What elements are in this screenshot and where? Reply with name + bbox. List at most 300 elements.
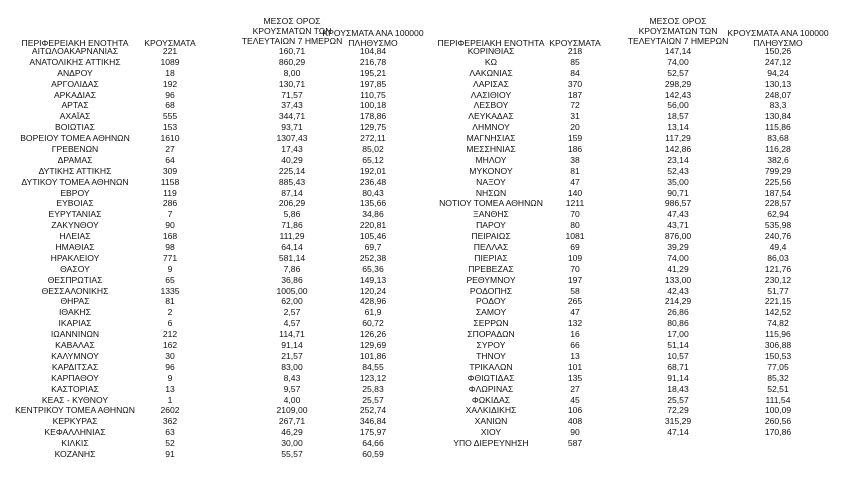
cases-value: 1211 [565, 198, 585, 209]
cases-value: 186 [567, 144, 583, 155]
avg7-value: 47,14 [667, 427, 689, 438]
region-name: ΠΡΕΒΕΖΑΣ [468, 263, 514, 274]
avg7-value: 267,71 [278, 416, 306, 427]
avg7-value: 40,29 [281, 154, 303, 165]
cases-value: 221 [162, 46, 178, 56]
per100k-value: 248,07 [764, 89, 792, 100]
region-name: ΤΡΙΚΑΛΩΝ [469, 361, 513, 372]
avg7-value: 581,14 [278, 252, 306, 263]
per100k-value: 142,52 [764, 307, 792, 318]
avg7-value: 2109,00 [276, 405, 308, 416]
cases-value: 58 [570, 285, 580, 296]
region-name: ΘΕΣΣΑΛΟΝΙΚΗΣ [41, 285, 109, 296]
per100k-value: 170,86 [764, 427, 792, 438]
avg7-value: 18,57 [667, 111, 689, 122]
region-name: ΚΑΛΥΜΝΟΥ [51, 350, 99, 361]
cases-value: 168 [162, 231, 178, 242]
cases-value: 587 [567, 438, 583, 449]
avg7-value: 133,00 [664, 274, 692, 285]
cases-value: 18 [165, 67, 175, 78]
per100k-value: 135,66 [359, 198, 387, 209]
avg7-value: 117,29 [665, 133, 691, 144]
per100k-value: 104,84 [359, 46, 387, 56]
region-name: ΧΙΟΥ [480, 427, 502, 438]
header-per100k-right: ΚΡΟΥΣΜΑΤΑ ΑΝΑ 100000 ΠΛΗΘΥΣΜΟ [727, 28, 829, 48]
per100k-value: 83,68 [767, 133, 789, 144]
per100k-value: 221,15 [764, 296, 792, 307]
cases-value: 66 [570, 340, 580, 351]
region-name: ΑΡΤΑΣ [61, 100, 89, 111]
cases-value: 20 [570, 122, 580, 133]
avg7-value: 130,71 [278, 78, 306, 89]
per100k-value: 60,72 [362, 318, 384, 329]
cases-value: 81 [570, 165, 580, 176]
avg7-value: 51,14 [667, 340, 689, 351]
region-name: ΕΥΡΥΤΑΝΙΑΣ [48, 209, 102, 220]
region-name: ΡΕΘΥΜΝΟΥ [466, 274, 516, 285]
per100k-value: 260,56 [764, 416, 792, 427]
avg7-value: 315,29 [664, 416, 692, 427]
region-name: ΠΕΛΛΑΣ [473, 242, 509, 253]
per100k-value: 228,57 [764, 198, 792, 209]
region-name: ΚΑΡΔΙΤΣΑΣ [51, 361, 99, 372]
cases-value: 13 [165, 383, 175, 394]
avg7-value: 2,57 [283, 307, 301, 318]
per100k-value: 25,83 [362, 383, 384, 394]
avg7-value: 37,43 [281, 100, 303, 111]
cases-value: 91 [165, 448, 175, 459]
per100k-value: 86,03 [767, 252, 789, 263]
per100k-value: 130,13 [764, 78, 792, 89]
region-name: ΣΥΡΟΥ [476, 340, 506, 351]
cases-value: 52 [165, 438, 175, 449]
region-name: ΥΠΟ ΔΙΕΡΕΥΝΗΣΗ [453, 438, 529, 449]
avg7-value: 26,86 [667, 307, 689, 318]
cases-value: 1335 [160, 285, 180, 296]
region-name: ΗΜΑΘΙΑΣ [55, 242, 95, 253]
per100k-value: 100,18 [359, 100, 387, 111]
region-name: ΛΕΥΚΑΔΑΣ [468, 111, 514, 122]
region-name: ΚΟΡΙΝΘΙΑΣ [467, 46, 515, 56]
cases-value: 132 [567, 318, 583, 329]
per100k-value: 272,11 [360, 133, 386, 144]
cases-value: 81 [165, 296, 175, 307]
region-name: ΧΑΝΙΩΝ [474, 416, 508, 427]
per100k-value: 129,69 [359, 340, 387, 351]
cases-value: 63 [165, 427, 175, 438]
region-name: ΚΕΝΤΡΙΚΟΥ ΤΟΜΕΑ ΑΘΗΝΩΝ [15, 405, 135, 416]
avg7-value: 4,57 [283, 318, 301, 329]
region-name: ΓΡΕΒΕΝΩΝ [51, 144, 99, 155]
region-name: ΦΩΚΙΔΑΣ [471, 394, 511, 405]
per100k-value: 116,28 [765, 144, 791, 155]
cases-value: 1 [167, 394, 173, 405]
cases-value: 1089 [160, 56, 180, 67]
cases-value: 69 [570, 242, 580, 253]
per100k-value: 195,21 [359, 67, 387, 78]
cases-value: 119 [163, 187, 177, 198]
region-name: ΗΡΑΚΛΕΙΟΥ [50, 252, 100, 263]
region-name: ΜΥΚΟΝΟΥ [469, 165, 513, 176]
cases-value: 64 [165, 154, 175, 165]
avg7-value: 43,71 [667, 220, 689, 231]
avg7-value: 7,86 [283, 263, 301, 274]
per100k-value: 115,86 [765, 122, 791, 133]
cases-value: 197 [567, 274, 583, 285]
cases-value: 9 [167, 372, 173, 383]
region-name: ΖΑΚΥΝΘΟΥ [51, 220, 99, 231]
region-name: ΤΗΝΟΥ [476, 350, 506, 361]
cases-value: 153 [162, 122, 178, 133]
cases-value: 286 [162, 198, 178, 209]
avg7-value: 93,71 [281, 122, 303, 133]
region-name: ΑΡΚΑΔΙΑΣ [53, 89, 97, 100]
per100k-value: 123,12 [359, 372, 387, 383]
cases-value: 80 [570, 220, 580, 231]
per100k-value: 25,57 [362, 394, 384, 405]
cases-value: 96 [165, 89, 175, 100]
cases-value: 70 [570, 263, 580, 274]
cases-value: 408 [567, 416, 583, 427]
avg7-value: 52,57 [667, 67, 689, 78]
per100k-value: 61,9 [364, 307, 382, 318]
cases-value: 162 [162, 340, 178, 351]
region-name: ΘΕΣΠΡΩΤΙΑΣ [47, 274, 103, 285]
avg7-value: 72,29 [667, 405, 689, 416]
cases-value: 1610 [160, 133, 180, 144]
per100k-value: 225,56 [764, 176, 792, 187]
cases-value: 68 [165, 100, 175, 111]
avg7-value: 91,14 [281, 340, 303, 351]
region-name: ΚΩ [484, 56, 498, 67]
cases-value: 309 [162, 165, 178, 176]
per100k-value: 799,29 [764, 165, 792, 176]
cases-value: 2 [167, 307, 173, 318]
avg7-value: 10,57 [667, 350, 689, 361]
region-name: ΘΗΡΑΣ [60, 296, 90, 307]
cases-value: 771 [162, 252, 178, 263]
per100k-value: 84,55 [362, 361, 384, 372]
avg7-value: 298,29 [664, 78, 692, 89]
cases-value: 96 [165, 361, 175, 372]
region-name: ΛΑΣΙΘΙΟΥ [470, 89, 512, 100]
cases-value: 1158 [160, 176, 180, 187]
header-region-left: ΠΕΡΙΦΕΡΕΙΑΚΗ ΕΝΟΤΗΤΑ [21, 38, 129, 48]
per100k-value: 34,86 [362, 209, 384, 220]
avg7-value: 9,57 [283, 383, 301, 394]
region-name: ΑΝΔΡΟΥ [57, 67, 93, 78]
avg7-value: 74,00 [667, 252, 689, 263]
region-name: ΠΑΡΟΥ [476, 220, 506, 231]
avg7-value: 52,43 [667, 165, 689, 176]
per100k-value: 69,7 [364, 242, 382, 253]
region-name: ΙΚΑΡΙΑΣ [58, 318, 92, 329]
region-name: ΡΟΔΟΠΗΣ [469, 285, 513, 296]
cases-value: 13 [570, 350, 580, 361]
avg7-value: 13,14 [667, 122, 689, 133]
header-avg7-left: ΜΕΣΟΣ ΟΡΟΣ ΚΡΟΥΣΜΑΤΩΝ ΤΩΝ ΤΕΛΕΥΤΑΙΩΝ 7 ΗΜΕΡΩΝ [241, 16, 343, 46]
region-name: ΛΑΡΙΣΑΣ [473, 78, 509, 89]
cases-value: 218 [567, 46, 583, 56]
avg7-value: 62,00 [281, 296, 303, 307]
cases-value: 47 [570, 176, 580, 187]
per100k-value: 62,94 [767, 209, 789, 220]
region-name: ΗΛΕΙΑΣ [59, 231, 91, 242]
cases-value: 27 [570, 383, 580, 394]
per100k-value: 74,82 [767, 318, 789, 329]
per100k-value: 535,98 [764, 220, 792, 231]
cases-value: 27 [165, 144, 175, 155]
per100k-value: 120,24 [359, 285, 387, 296]
per100k-value: 94,24 [767, 67, 789, 78]
per100k-value: 216,78 [359, 56, 387, 67]
avg7-value: 91,14 [667, 372, 689, 383]
per100k-value: 121,76 [764, 263, 792, 274]
region-name: ΔΥΤΙΚΗΣ ΑΤΤΙΚΗΣ [38, 165, 112, 176]
cases-value: 84 [570, 67, 580, 78]
region-name: ΕΥΒΟΙΑΣ [56, 198, 94, 209]
cases-value: 140 [567, 187, 583, 198]
avg7-value: 986,57 [664, 198, 692, 209]
avg7-value: 64,14 [281, 242, 303, 253]
region-name: ΛΗΜΝΟΥ [472, 122, 510, 133]
per100k-value: 80,43 [362, 187, 384, 198]
avg7-value: 142,43 [664, 89, 692, 100]
region-name: ΚΙΛΚΙΣ [61, 438, 89, 449]
avg7-value: 17,43 [281, 144, 303, 155]
avg7-value: 4,00 [283, 394, 301, 405]
avg7-value: 71,86 [281, 220, 303, 231]
region-name: ΚΑΣΤΟΡΙΑΣ [51, 383, 99, 394]
cases-value: 159 [567, 133, 583, 144]
per100k-value: 64,66 [362, 438, 384, 449]
region-name: ΚΕΡΚΥΡΑΣ [52, 416, 98, 427]
region-name: ΙΘΑΚΗΣ [59, 307, 91, 318]
per100k-value: 65,12 [362, 154, 384, 165]
avg7-value: 36,86 [281, 274, 303, 285]
avg7-value: 90,71 [667, 187, 689, 198]
avg7-value: 111,29 [279, 231, 305, 242]
avg7-value: 42,43 [667, 285, 689, 296]
avg7-value: 21,57 [281, 350, 303, 361]
per100k-value: 49,4 [769, 242, 787, 253]
per100k-value: 130,84 [764, 111, 792, 122]
per100k-value: 252,74 [359, 405, 387, 416]
per100k-value: 346,84 [359, 416, 387, 427]
avg7-value: 35,00 [667, 176, 689, 187]
region-name: ΜΕΣΣΗΝΙΑΣ [466, 144, 516, 155]
cases-value: 362 [162, 416, 178, 427]
per100k-value: 230,12 [764, 274, 792, 285]
per100k-value: 51,77 [767, 285, 789, 296]
region-name: ΦΘΙΩΤΙΔΑΣ [467, 372, 515, 383]
cases-value: 45 [570, 394, 580, 405]
avg7-value: 206,29 [278, 198, 306, 209]
avg7-value: 25,57 [667, 394, 689, 405]
cases-value: 109 [567, 252, 583, 263]
per100k-value: 110,75 [360, 89, 386, 100]
region-name: ΝΗΣΩΝ [475, 187, 507, 198]
per100k-value: 150,26 [764, 46, 792, 56]
per100k-value: 306,88 [764, 340, 792, 351]
region-name: ΒΟΙΩΤΙΑΣ [55, 122, 95, 133]
avg7-value: 142,86 [664, 144, 692, 155]
region-name: ΚΑΒΑΛΑΣ [55, 340, 95, 351]
avg7-value: 147,14 [664, 46, 692, 56]
per100k-value: 240,76 [764, 231, 792, 242]
avg7-value: 876,00 [664, 231, 692, 242]
per100k-value: 115,96 [765, 329, 791, 340]
per100k-value: 247,12 [764, 56, 792, 67]
header-cases-left: ΚΡΟΥΣΜΑΤΑ [144, 38, 196, 48]
header-avg7-right: ΜΕΣΟΣ ΟΡΟΣ ΚΡΟΥΣΜΑΤΩΝ ΤΩΝ ΤΕΛΕΥΤΑΙΩΝ 7 ΗΜΕΡΩΝ [627, 16, 729, 46]
region-name: ΒΟΡΕΙΟΥ ΤΟΜΕΑ ΑΘΗΝΩΝ [20, 133, 130, 144]
avg7-value: 885,43 [278, 176, 306, 187]
region-name: ΝΑΞΟΥ [476, 176, 506, 187]
per100k-value: 252,38 [359, 252, 387, 263]
per100k-value: 111,54 [765, 394, 791, 405]
cases-value: 16 [570, 329, 580, 340]
per100k-value: 382,6 [767, 154, 789, 165]
region-name: ΙΩΑΝΝΙΝΩΝ [50, 329, 100, 340]
cases-value: 98 [165, 242, 175, 253]
per100k-value: 175,97 [359, 427, 387, 438]
avg7-value: 56,00 [667, 100, 689, 111]
region-name: ΑΡΓΟΛΙΔΑΣ [51, 78, 99, 89]
region-name: ΣΠΟΡΑΔΩΝ [467, 329, 515, 340]
per100k-value: 85,32 [767, 372, 789, 383]
avg7-value: 80,86 [667, 318, 689, 329]
cases-value: 135 [567, 372, 583, 383]
region-name: ΞΑΝΘΗΣ [473, 209, 509, 220]
per100k-value: 85,02 [362, 144, 384, 155]
region-name: ΑΧΑΪΑΣ [59, 111, 91, 122]
region-name: ΔΡΑΜΑΣ [57, 154, 93, 165]
avg7-value: 23,14 [667, 154, 689, 165]
avg7-value: 17,00 [667, 329, 689, 340]
per100k-value: 105,46 [359, 231, 387, 242]
cases-value: 9 [167, 263, 173, 274]
avg7-value: 1307,43 [276, 133, 308, 144]
per100k-value: 52,51 [767, 383, 789, 394]
region-name: ΛΑΚΩΝΙΑΣ [469, 67, 513, 78]
cases-value: 31 [570, 111, 580, 122]
region-name: ΚΟΖΑΝΗΣ [54, 448, 96, 459]
cases-value: 72 [570, 100, 580, 111]
region-name: ΣΑΜΟΥ [475, 307, 507, 318]
cases-value: 106 [567, 405, 583, 416]
avg7-value: 68,71 [667, 361, 689, 372]
header-cases-right: ΚΡΟΥΣΜΑΤΑ [549, 38, 601, 48]
avg7-value: 8,43 [283, 372, 301, 383]
avg7-value: 114,71 [279, 329, 305, 340]
per100k-value: 149,13 [359, 274, 387, 285]
per100k-value: 236,48 [359, 176, 387, 187]
per100k-value: 60,59 [362, 448, 384, 459]
avg7-value: 41,29 [667, 263, 689, 274]
avg7-value: 225,14 [278, 165, 306, 176]
header-per100k-left: ΚΡΟΥΣΜΑΤΑ ΑΝΑ 100000 ΠΛΗΘΥΣΜΟ [322, 28, 424, 48]
region-name: ΚΕΑΣ - ΚΥΘΝΟΥ [41, 394, 109, 405]
region-name: ΛΕΣΒΟΥ [473, 100, 509, 111]
avg7-value: 46,29 [281, 427, 303, 438]
cases-value: 265 [567, 296, 583, 307]
avg7-value: 344,71 [278, 111, 306, 122]
avg7-value: 1005,00 [276, 285, 308, 296]
per100k-value: 65,36 [362, 263, 384, 274]
cases-value: 370 [567, 78, 583, 89]
cases-value: 38 [570, 154, 580, 165]
avg7-value: 83,00 [281, 361, 303, 372]
per100k-value: 126,26 [359, 329, 387, 340]
region-name: ΧΑΛΚΙΔΙΚΗΣ [465, 405, 517, 416]
avg7-value: 214,29 [664, 296, 692, 307]
per100k-value: 192,01 [359, 165, 387, 176]
avg7-value: 87,14 [281, 187, 303, 198]
per100k-value: 150,53 [764, 350, 792, 361]
region-name: ΚΕΦΑΛΛΗΝΙΑΣ [44, 427, 106, 438]
region-name: ΦΛΩΡΙΝΑΣ [468, 383, 514, 394]
avg7-value: 18,43 [667, 383, 689, 394]
cases-value: 90 [165, 220, 175, 231]
region-name: ΜΑΓΝΗΣΙΑΣ [466, 133, 516, 144]
cases-value: 2602 [160, 405, 180, 416]
cases-value: 70 [570, 209, 580, 220]
avg7-value: 74,00 [667, 56, 689, 67]
per100k-value: 77,05 [767, 361, 789, 372]
avg7-value: 71,57 [281, 89, 303, 100]
avg7-value: 55,57 [281, 448, 303, 459]
header-region-right: ΠΕΡΙΦΕΡΕΙΑΚΗ ΕΝΟΤΗΤΑ [437, 38, 545, 48]
cases-value: 212 [162, 329, 178, 340]
cases-value: 7 [167, 209, 173, 220]
region-name: ΡΟΔΟΥ [476, 296, 506, 307]
region-name: ΑΝΑΤΟΛΙΚΗΣ ΑΤΤΙΚΗΣ [29, 56, 121, 67]
per100k-value: 178,86 [359, 111, 387, 122]
per100k-value: 220,81 [359, 220, 387, 231]
region-name: ΠΕΙΡΑΙΩΣ [471, 231, 511, 242]
avg7-value: 5,86 [283, 209, 301, 220]
avg7-value: 860,29 [278, 56, 306, 67]
per100k-value: 83,3 [769, 100, 787, 111]
cases-value: 101 [567, 361, 583, 372]
per100k-value: 428,96 [359, 296, 387, 307]
per100k-value: 129,75 [359, 122, 387, 133]
avg7-value: 30,00 [281, 438, 303, 449]
region-name: ΣΕΡΡΩΝ [473, 318, 509, 329]
region-name: ΝΟΤΙΟΥ ΤΟΜΕΑ ΑΘΗΝΩΝ [439, 198, 543, 209]
cases-value: 187 [567, 89, 583, 100]
per100k-value: 100,09 [764, 405, 792, 416]
avg7-value: 8,00 [283, 67, 301, 78]
region-name: ΜΗΛΟΥ [475, 154, 507, 165]
region-name: ΕΒΡΟΥ [60, 187, 90, 198]
per100k-value: 101,86 [359, 350, 387, 361]
cases-value: 6 [167, 318, 173, 329]
cases-value: 47 [570, 307, 580, 318]
avg7-value: 160,71 [278, 46, 306, 56]
cases-value: 65 [165, 274, 175, 285]
per100k-value: 187,54 [764, 187, 792, 198]
cases-value: 555 [162, 111, 178, 122]
cases-value: 85 [570, 56, 580, 67]
region-name: ΔΥΤΙΚΟΥ ΤΟΜΕΑ ΑΘΗΝΩΝ [21, 176, 129, 187]
cases-value: 1081 [565, 231, 585, 242]
avg7-value: 47,43 [667, 209, 689, 220]
region-name: ΠΙΕΡΙΑΣ [474, 252, 508, 263]
cases-value: 90 [570, 427, 580, 438]
region-name: ΘΑΣΟΥ [60, 263, 90, 274]
